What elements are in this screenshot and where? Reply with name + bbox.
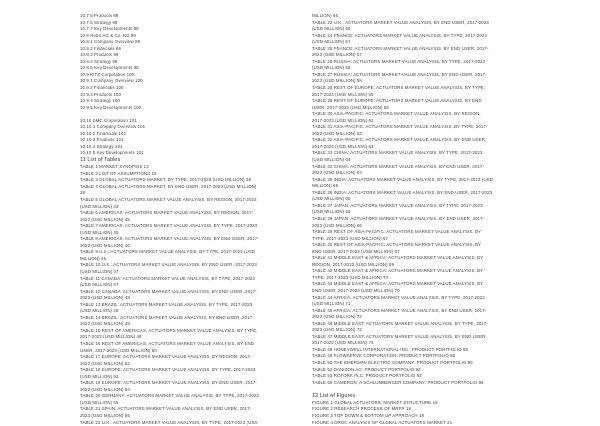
toc-entry: 2023 (USD MILLION) 54 <box>80 386 130 392</box>
toc-entry: (USD MILLION) 48 <box>80 308 119 314</box>
toc-entry: TABLE 30 ASIA-PACIFIC: ACTUATORS MARKET VALUE ANALYSIS, BY REGION, <box>312 111 481 117</box>
toc-entry: TABLE 55 CAMERON, A SCHLUMBERGER COMPANY: PRODUCT PORTFOLIO 96 <box>312 379 484 385</box>
toc-entry: (USD MILLION) 47 <box>80 282 119 288</box>
toc-entry: TABLE 13 BRAZIL: ACTUATORS MARKET VALUE ANALYSIS, BY TYPE, 2017-2023 <box>80 301 253 307</box>
toc-entry: TYPE, 2017-2023 (USD MILLION) 70 <box>312 274 389 280</box>
toc-entry: TABLE 47 MIDDLE EAST: ACTUATORS MARKET VALUE ANALYSIS, BY END USER, <box>312 333 487 339</box>
right-column <box>312 13 552 426</box>
toc-entry: TABLE 20 GERMANY: ACTUATORS MARKET VALUE ANALYSIS, BY TYPE, 2017-2023 <box>80 393 259 399</box>
toc-entry: 10.7.7 Key Developments 99 <box>80 26 139 32</box>
toc-entry: 10.9.1 Company Overview 100 <box>80 78 143 84</box>
toc-entry: TABLE 28 REST OF EUROPE: ACTUATORS MARKET VALUE ANALYSIS, BY TYPE, <box>312 85 486 91</box>
toc-entry: TABLE 6 AMERICAS: ACTUATORS MARKET VALUE ANALYSIS, BY REGION, 2017- <box>80 210 254 216</box>
toc-entry: 2023 (USD MILLION) 57 <box>312 52 362 58</box>
toc-entry: TABLE 34 CHINA: ACTUATORS MARKET VALUE ANALYSIS, BY END USER, 2017- <box>312 163 484 169</box>
toc-entry: 2023 (USD MILLION) 55 <box>80 413 130 419</box>
left-column <box>80 13 320 426</box>
toc-entry: 2023 (USD MILLION) 48 <box>80 295 130 301</box>
toc-entry: MILLION) 46 <box>80 255 107 261</box>
toc-entry: TABLE 19 EUROPE: ACTUATORS MARKET VALUE ANALYSIS, BY END USER, 2017- <box>80 380 257 386</box>
toc-entry: MILLION) 65 <box>312 183 339 189</box>
toc-entry: 10.8.5 Key Developments 99 <box>80 65 139 71</box>
toc-entry: TABLE 18 EUROPE: ACTUATORS MARKET VALUE ANALYSIS, BY TYPE, 2017-2023 <box>80 367 256 373</box>
toc-entry: 10.8.1 Company Overview 99 <box>80 39 141 45</box>
toc-entry: 10.9.5 Key Developments 100 <box>80 104 142 110</box>
toc-entry: 10.9.2 Financials 100 <box>80 85 124 91</box>
toc-entry: 2017-2023 (USD MILLION) 73 <box>312 340 374 346</box>
toc-entry: 2017-2023 (USD MILLION) 49 <box>80 334 142 340</box>
toc-entry: TABLE 32 ASIA-PACIFIC: ACTUATORS MARKET VALUE ANALYSIS, BY END USER, <box>312 137 487 143</box>
toc-entry: (USD MILLION) 58 <box>312 65 351 71</box>
toc-entry: END USER, 2017-2023 (USD MILLION) 67 <box>312 248 400 254</box>
toc-entry: 39 <box>80 190 86 196</box>
toc-entry: TABLE 5 GLOBAL ACTUATORS MARKET VALUE ANALYSIS, BY REGION, 2017-2023 <box>80 196 257 202</box>
toc-entry: TABLE 21 SPAIN: ACTUATORS MARKET VALUE ANALYSIS, BY END USER, 2017- <box>80 406 252 412</box>
toc-entry: TABLE 40 REST OF ASIA-PACIFIC: ACTUATORS MARKET VALUE ANALYSIS, BY <box>312 242 482 248</box>
toc-entry: USER, 2017-2023 (USD MILLION) 50 <box>80 347 157 353</box>
toc-entry: TABLE 52 DANISON AG: PRODUCT PORTFOLIO 92 <box>312 366 421 372</box>
toc-entry: FIGURE 3 TOP DOWN & BOTTOM UP APPROACH 19 <box>312 413 425 419</box>
toc-entry: (USD MILLION) 71 <box>312 301 351 307</box>
toc-entry: 2023 (USD MILLION) 72 <box>312 314 362 320</box>
toc-entry: 10.10 SMC Corporation 101 <box>80 117 137 123</box>
toc-entry: 10.8.4 Strategy 99 <box>80 58 118 64</box>
toc-entry: TABLE 8 AMERICAS: ACTUATORS MARKET VALUE ANALYSIS, BY END USER, 2017- <box>80 236 259 242</box>
toc-entry: TABLE 17 EUROPE: ACTUATORS MARKET VALUE ANALYSIS, BY REGION, 2017- <box>80 354 252 360</box>
toc-entry: TABLE 16 REST OF AMERICAS: ACTUATORS MARKET VALUE ANALYSIS, BY END <box>80 341 254 346</box>
toc-entry: 2017-2023 (USD MILLION) 59 <box>312 91 374 97</box>
toc-entry: TABLE 46 MIDDLE EAST: ACTUATORS MARKET VALUE ANALYSIS, BY TYPE, 2017- <box>312 320 488 326</box>
toc-entry: TABLE 53 ROTORK PLC: PRODUCT PORTFOLIO 93 <box>312 373 422 379</box>
toc-entry: 2023 (USD MILLION) 52 <box>80 360 130 366</box>
toc-entry: FIGURE 2 RESEARCH PROCESS OF MRFR 18 <box>312 406 412 412</box>
toc-entry: (USD MILLION) 66 <box>312 209 351 215</box>
toc-entry: TABLE 43 MIDDLE EAST & AFRICA: ACTUATORS MARKET VALUE ANALYSIS, BY <box>312 281 484 287</box>
toc-entry: TABLE 36 INDIA: ACTUATORS MARKET VALUE ANALYSIS, BY END USER, 2017-2023 <box>312 189 493 195</box>
toc-entry: 10.7.5 Products 99 <box>80 13 119 18</box>
toc-entry: 2017-2023 (USD MILLION) 63 <box>312 143 374 149</box>
toc-entry: FIGURE 4 DROC ANALYSIS OF GLOBAL ACTUATORS MARKET 21 <box>312 419 453 425</box>
toc-entry: TABLE 22 U.K.: ACTUATORS MARKET VALUE ANALYSIS, BY TYPE, 2017-2023 (USD <box>80 419 258 425</box>
toc-entry: 2023 (USD MILLION) 46 <box>80 242 130 248</box>
toc-entry: TABLE 39 REST OF ASIA-PACIFIC: ACTUATORS MARKET VALUE ANALYSIS, BY <box>312 229 482 235</box>
toc-entry: MILLION) 56 <box>312 13 339 18</box>
toc-entry: TABLE 11 CANADA: ACTUATORS MARKET VALUE ANALYSIS, BY TYPE, 2017-2023 <box>80 275 255 281</box>
toc-entry: (USD MILLION) 55 <box>80 399 119 405</box>
toc-entry: TABLE 44 AFRICA: ACTUATORS MARKET VALUE ANALYSIS, BY TYPE, 2017-2023 <box>312 294 485 300</box>
toc-entry: (USD MILLION) 47 <box>80 268 119 274</box>
toc-entry: TABLE 35 INDIA: ACTUATORS MARKET VALUE ANALYSIS, BY TYPE, 2017-2023 (USD <box>312 176 493 182</box>
toc-entry: 2023 (USD MILLION) 58 <box>312 78 362 84</box>
toc-entry: 10.10.4 Strategy 101 <box>80 143 123 149</box>
toc-entry: 2023 (USD MILLION) 64 <box>312 170 362 176</box>
toc-entry: TABLE 4 GLOBAL ACTUATORS MARKET, BY END USER, 2017-2023 (USD MILLION) <box>80 183 257 189</box>
toc-entry: FIGURE 1 GLOBAL ACTUATORS: MARKET STRUCTURE 15 <box>312 399 438 405</box>
toc-entry: TABLE 15 REST OF AMERICAS: ACTUATORS MARKET VALUE ANALYSIS, BY TYPE, <box>80 327 258 333</box>
toc-entry: TABLE 2 LIST OF ASSUMPTIONS 15 <box>80 170 157 176</box>
toc-entry: TABLE 48 HONEYWELL INTERNATIONAL INC.: PRODUCT PORTFOLIO 86 <box>312 346 469 352</box>
toc-entry: TABLE 49 FLOWSERVE CORPORATION: PRODUCT PORTFOLIO 88 <box>312 353 456 359</box>
toc-entry: TABLE 42 MIDDLE EAST & AFRICA: ACTUATORS MARKET VALUE ANALYSIS, BY <box>312 268 484 274</box>
toc-entry: TABLE 7 AMERICAS: ACTUATORS MARKET VALUE ANALYSIS, BY TYPE, 2017-2023 <box>80 223 258 229</box>
toc-entry: 10.10.1 Company Overview 101 <box>80 124 146 130</box>
toc-entry: TABLE 27 RUSSIA: ACTUATORS MARKET VALUE ANALYSIS, BY END USER, 2017- <box>312 71 487 77</box>
toc-entry: 10.9.4 Strategy 100 <box>80 98 120 104</box>
toc-entry: TABLE 33 CHINA: ACTUATORS MARKET VALUE ANALYSIS, BY TYPE, 2017-2023 <box>312 150 483 156</box>
toc-entry: TABLE 24 FRANCE: ACTUATORS MARKET VALUE ANALYSIS, BY TYPE, 2017-2023 <box>312 32 487 38</box>
toc-entry: 2017-2023 (USD MILLION) 62 <box>312 117 374 123</box>
toc-entry: (USD MILLION) 45 <box>80 229 119 235</box>
toc-entry: TABLE 41 MIDDLE EAST & AFRICA: ACTUATORS MARKET VALUE ANALYSIS, BY <box>312 255 484 261</box>
toc-entry: 2023 (USD MILLION) 66 <box>312 222 362 228</box>
toc-entry: 10.9.3 Products 100 <box>80 91 121 97</box>
toc-entry: TABLE 29 REST OF EUROPE: ACTUATORS MARKET VALUE ANALYSIS, BY END <box>312 98 482 104</box>
toc-entry: TABLE 1 MARKET SYNOPSIS 13 <box>80 164 149 170</box>
toc-entry: TABLE 3 GLOBAL ACTUATORS MARKET, BY TYPE, 2017-2023 (USD MILLION) 38 <box>80 177 252 183</box>
toc-entry: (USD MILLION) 43 <box>80 203 119 209</box>
toc-entry: (USD MILLION) 53 <box>80 373 119 379</box>
toc-entry: TABLE 14 BRAZIL: ACTUATORS MARKET VALUE ANALYSIS, BY END USER, 2017- <box>80 314 254 320</box>
toc-entry: TABLE 38 JAPAN: ACTUATORS MARKET VALUE ANALYSIS, BY END USER, 2017- <box>312 215 485 221</box>
toc-entry: TABLE 9 U.S.: ACTUATORS MARKET VALUE ANALYSIS, BY TYPE, 2017-2023 (USD <box>80 249 256 255</box>
toc-entry: USER, 2017-2023 (USD MILLION) 59 <box>312 104 389 110</box>
toc-entry: 10.8.3 Products 99 <box>80 52 119 58</box>
toc-entry: TABLE 37 JAPAN: ACTUATORS MARKET VALUE ANALYSIS, BY TYPE, 2017-2023 <box>312 202 483 208</box>
toc-entry: 10.9 KITZ Corporation 100 <box>80 71 135 77</box>
toc-entry: 10.10.5 Key Developments 101 <box>80 150 144 156</box>
toc-entry: TABLE 31 ASIA-PACIFIC: ACTUATORS MARKET VALUE ANALYSIS, BY TYPE, 2017- <box>312 124 488 130</box>
toc-entry: REGION, 2017-2023 (USD MILLION) 69 <box>312 261 395 267</box>
toc-entry: TABLE 50 THE EMERSON ELECTRIC COMPANY: PRODUCT PORTFOLIO 90 <box>312 359 473 365</box>
toc-entry: (USD MILLION) 64 <box>312 157 351 163</box>
toc-entry: (USD MILLION) 56 <box>312 26 351 32</box>
toc-entry: TABLE 10 U.S.: ACTUATORS MARKET VALUE ANALYSIS, BY END USER, 2017-2023 <box>80 262 257 268</box>
toc-entry: (USD MILLION) 65 <box>312 196 351 202</box>
toc-entry: TABLE 26 RUSSIA: ACTUATORS MARKET VALUE ANALYSIS, BY TYPE, 2017-2023 <box>312 58 486 64</box>
toc-entry: 10.10.2 Financials 101 <box>80 130 127 136</box>
section-heading: 11 List of Tables <box>80 157 121 164</box>
toc-entry: TYPE, 2017-2023 (USD MILLION) 67 <box>312 235 389 241</box>
toc-entry: TABLE 23 U.K.: ACTUATORS MARKET VALUE ANALYSIS, BY END USER, 2017-2023 <box>312 19 489 25</box>
toc-entry: 10.10.3 Products 101 <box>80 137 124 143</box>
toc-entry: (USD MILLION) 57 <box>312 39 351 45</box>
toc-entry: 10.8.2 Financials 99 <box>80 45 122 51</box>
toc-entry: TABLE 25 FRANCE: ACTUATORS MARKET VALUE ANALYSIS, BY END USER, 2017- <box>312 45 489 51</box>
toc-entry: 10.8 Retro AG & Co. KG 99 <box>80 32 136 38</box>
toc-entry: END USER, 2017-2023 (USD MILLION) 70 <box>312 287 400 293</box>
section-heading: 12 List of Figures <box>312 392 356 399</box>
toc-entry: 10.7.6 Strategy 99 <box>80 19 118 25</box>
toc-entry: 2023 (USD MILLION) 72 <box>312 327 362 333</box>
toc-entry: 2023 (USD MILLION) 45 <box>80 216 130 222</box>
toc-entry: TABLE 12 CANADA: ACTUATORS MARKET VALUE ANALYSIS, BY END USER, 2017- <box>80 288 257 294</box>
toc-entry: TABLE 45 AFRICA: ACTUATORS MARKET VALUE ANALYSIS, BY END USER, 2017- <box>312 307 487 313</box>
toc-entry: 2023 (USD MILLION) 49 <box>80 321 130 327</box>
toc-entry: 2023 (USD MILLION) 63 <box>312 130 362 136</box>
